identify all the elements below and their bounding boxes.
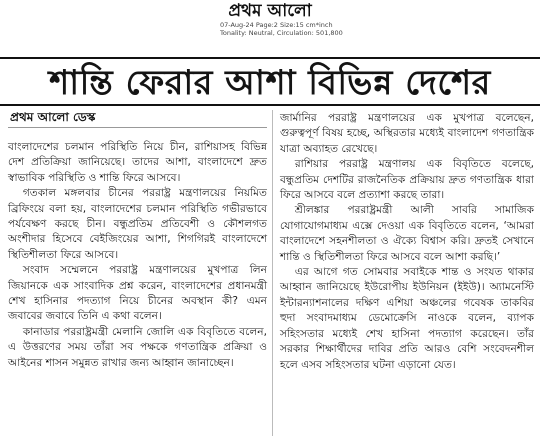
headline-top-rule: [0, 57, 540, 59]
paragraph: জার্মানির পররাষ্ট্র মন্ত্রণালয়ের এক মুখপাত্র বলেছেন, গুরুত্বপূর্ণ বিষয় হচ্ছে, অস্থিরতার মধ্যেই বাংলাদেশ গণতান্ত্রিক যাত্রা অব্যাহত রেখেছে।: [280, 112, 534, 155]
byline: প্রথম আলো ডেস্ক: [10, 110, 96, 124]
newspaper-logo: প্রথম আলো: [228, 1, 312, 21]
edition-info: 07-Aug-24 Page:2 Size:15 cm*inch: [220, 21, 333, 29]
column-divider: [272, 110, 273, 436]
paragraph: কানাডার পররাষ্ট্রমন্ত্রী মেলানি জোলি এক বিবৃতিতে বলেন, এ উত্তরণের সময় তাঁরা সব পক্ষকে গণতান্ত্রিক প্রক্রিয়া ও আইনের শাসন সমুন্নত রাখার জন্য আহ্বান জানাচ্ছেন।: [8, 325, 267, 369]
article-column-left: [8, 140, 267, 371]
paragraph: রাশিয়ার পররাষ্ট্র মন্ত্রণালয় এক বিবৃতিতে বলেছে, বন্ধুপ্রতিম দেশটির রাজনৈতিক প্রক্রিয়ায় দ্রুত গণতান্ত্রিক ধারা ফিরে আসবে বলে প্রত্যাশা করছে তারা।: [280, 158, 534, 202]
paragraph: এর আগে গত সোমবার সবাইকে শান্ত ও সংযত থাকার আহ্বান জানিয়েছে ইউরোপীয় ইউনিয়ন (ইইউ)। অ্যামনেস্টি ইন্টারন্যাশনালের দক্ষিণ এশিয়া অঞ্চলের গবেষক তাকবির হুদা সংবাদমাধ্যম ডেমোক্রেসি নাওকে বলেন, ব্যাপক সহিংসতার মধ্যেই শেখ হাসিনা পদত্যাগ করেছেন। তাঁর সরকার শিক্ষার্থীদের দাবির প্রতি আরও বেশি সংবেদনশীল হলে এসব সহিংসতার ঘটনা এড়ানো যেত।: [280, 266, 534, 371]
headline: শান্তি ফেরার আশা বিভিন্ন দেশের: [49, 63, 491, 103]
paragraph: গতকাল মঙ্গলবার চীনের পররাষ্ট্র মন্ত্রণালয়ের নিয়মিত ব্রিফিংয়ে বলা হয়, বাংলাদেশের চলমান পরিস্থিতি গভীরভাবে পর্যবেক্ষণ করছে চীন। বন্ধুপ্রতিম প্রতিবেশী ও কৌশলগত অংশীদার হিসেবে বেইজিংয়ের আশা, শিগগিরই বাংলাদেশে স্থিতিশীলতা ফিরে আসবে।: [8, 187, 267, 261]
paragraph: বাংলাদেশের চলমান পরিস্থিতি নিয়ে চীন, রাশিয়াসহ বিভিন্ন দেশ প্রতিক্রিয়া জানিয়েছে। তাদের আশা, বাংলাদেশে দ্রুত স্বাভাবিক পরিস্থিতি ও শান্তি ফিরে আসবে।: [8, 141, 267, 184]
masthead: [0, 0, 540, 44]
byline-divider: [8, 127, 267, 128]
paragraph: শ্রীলঙ্কার পররাষ্ট্রমন্ত্রী আলী সাবরি সামাজিক যোগাযোগমাধ্যম এক্সে দেওয়া এক বিবৃতিতে বলেন, ‘আমরা বাংলাদেশে সহনশীলতা ও ঐক্যে বিশ্বাস করি। দ্রুতই সেখানে শান্তি ও স্থিতিশীলতা ফিরে আসবে বলে আশা করছি।’: [280, 204, 534, 263]
article-column-right: [280, 111, 534, 373]
paragraph: সংবাদ সম্মেলনে পররাষ্ট্র মন্ত্রণালয়ের মুখপাত্র লিন জিয়ানকে এক সাংবাদিক প্রশ্ন করেন, বাংলাদেশের প্রধানমন্ত্রী শেখ হাসিনার পদত্যাগ নিয়ে চীনের অবস্থান কী? এমন জবাবের জবাবে তিনি এ কথা বলেন।: [8, 264, 267, 323]
circulation-info: Tonality: Neutral, Circulation: 501,800: [220, 29, 343, 37]
headline-bottom-rule: [0, 104, 540, 106]
